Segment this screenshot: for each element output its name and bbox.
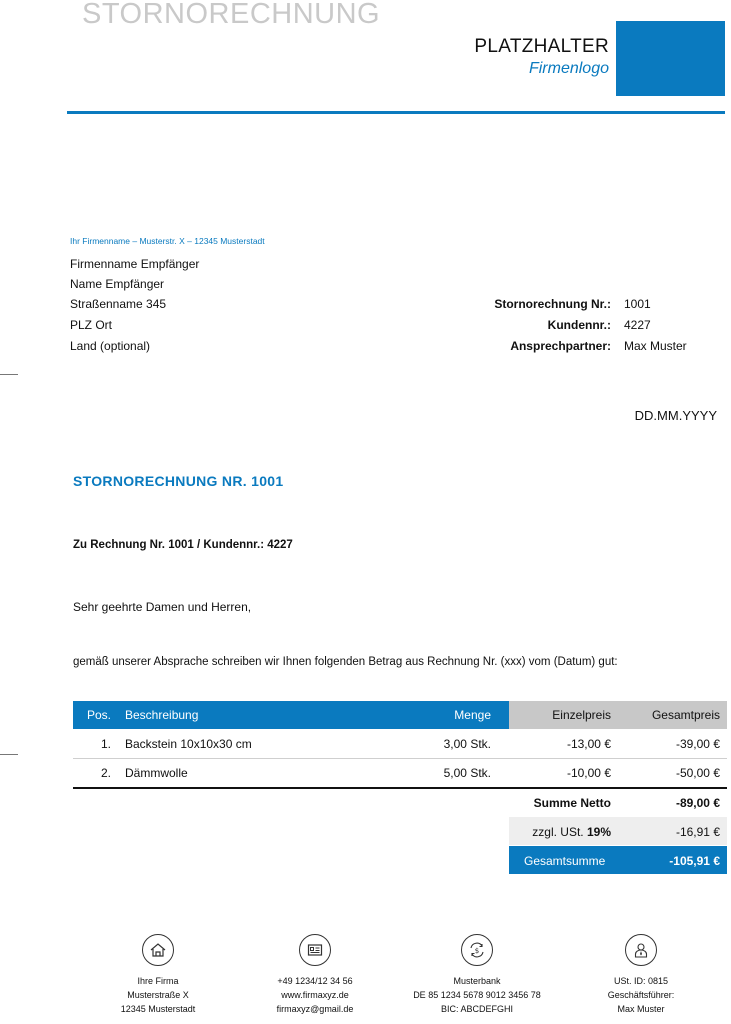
- home-icon: [142, 934, 174, 966]
- row-total-price: -50,00 €: [675, 766, 720, 780]
- recipient-name: Name Empfänger: [70, 277, 165, 291]
- row-divider: [73, 758, 727, 759]
- net-total-label: Summe Netto: [533, 796, 611, 810]
- net-total-value: -89,00 €: [675, 796, 720, 810]
- logo-placeholder-subtitle: Firmenlogo: [528, 60, 609, 77]
- contact-person-value: Max Muster: [624, 339, 687, 353]
- customer-number-label: Kundennr.:: [547, 318, 611, 332]
- fold-mark: [0, 754, 18, 755]
- logo-box: [616, 21, 725, 96]
- footer-line: Musterbank: [453, 976, 501, 986]
- footer-line: 12345 Musterstadt: [120, 1004, 196, 1014]
- gross-total-value: -105,91 €: [669, 854, 720, 868]
- footer-line: www.firmaxyz.de: [281, 990, 349, 1000]
- row-unit-price: -13,00 €: [566, 737, 611, 751]
- footer-management: [556, 934, 726, 1016]
- row-description: Dämmwolle: [125, 766, 188, 780]
- recipient-company: Firmenname Empfänger: [70, 257, 200, 271]
- footer-line: USt. ID: 0815: [613, 976, 669, 986]
- recipient-street: Straßenname 345: [70, 297, 167, 311]
- sender-address-line: Ihr Firmenname – Musterstr. X – 12345 Musterstadt: [70, 236, 265, 246]
- header-divider: [67, 111, 725, 114]
- footer-line: Geschäftsführer:: [607, 990, 675, 1000]
- footer-line: Musterstraße X: [127, 990, 189, 1000]
- logo-placeholder-title: PLATZHALTER: [474, 36, 609, 57]
- column-header-quantity: Menge: [454, 708, 491, 722]
- salutation: Sehr geehrte Damen und Herren,: [73, 600, 252, 614]
- footer-line: BIC: ABCDEFGHI: [440, 1004, 513, 1014]
- footer-bank: [392, 934, 562, 1016]
- row-total-price: -39,00 €: [675, 737, 720, 751]
- invoice-reference: Zu Rechnung Nr. 1001 / Kundennr.: 4227: [73, 539, 293, 551]
- document-date: DD.MM.YYYY: [634, 408, 717, 423]
- row-description: Backstein 10x10x30 cm: [125, 737, 252, 751]
- vat-label-text: zzgl. USt.: [532, 825, 584, 839]
- fold-mark: [0, 374, 18, 375]
- table-bottom-rule: [73, 787, 727, 789]
- footer-line: DE 85 1234 5678 9012 3456 78: [413, 990, 541, 1000]
- vat-value: -16,91 €: [675, 825, 720, 839]
- footer-contact: [230, 934, 400, 1016]
- gross-total-label: Gesamtsumme: [524, 854, 606, 868]
- body-text: gemäß unserer Absprache schreiben wir Ihnen folgenden Betrag aus Rechnung Nr. (xxx) vom (Datum) gut:: [73, 656, 618, 668]
- row-unit-price: -10,00 €: [566, 766, 611, 780]
- footer-line: firmaxyz@gmail.de: [276, 1004, 354, 1014]
- column-header-unit-price: Einzelpreis: [552, 708, 611, 722]
- column-header-pos: Pos.: [87, 708, 112, 722]
- footer-line: +49 1234/12 34 56: [277, 976, 353, 986]
- row-quantity: 3,00 Stk.: [443, 737, 491, 751]
- footer-line: Max Muster: [617, 1004, 665, 1014]
- customer-number-value: 4227: [624, 318, 651, 332]
- money-exchange-icon: [461, 934, 493, 966]
- contact-card-icon: [299, 934, 331, 966]
- column-header-total-price: Gesamtpreis: [651, 708, 720, 722]
- vat-rate: 19%: [586, 825, 611, 839]
- invoice-number-label: Stornorechnung Nr.:: [494, 297, 611, 311]
- row-quantity: 5,00 Stk.: [443, 766, 491, 780]
- row-pos: 2.: [101, 766, 112, 780]
- document-title: STORNORECHNUNG: [82, 0, 381, 30]
- svg-text:$: $: [474, 947, 480, 955]
- column-header-description: Beschreibung: [125, 708, 199, 722]
- recipient-country: Land (optional): [70, 339, 151, 353]
- contact-person-label: Ansprechpartner:: [510, 339, 611, 353]
- recipient-city: PLZ Ort: [70, 318, 113, 332]
- footer-line: Ihre Firma: [137, 976, 179, 986]
- manager-icon: [625, 934, 657, 966]
- footer-company: [73, 934, 243, 1016]
- vat-label: [532, 825, 611, 839]
- row-pos: 1.: [101, 737, 112, 751]
- invoice-heading: STORNORECHNUNG NR. 1001: [73, 473, 284, 489]
- invoice-number-value: 1001: [624, 297, 651, 311]
